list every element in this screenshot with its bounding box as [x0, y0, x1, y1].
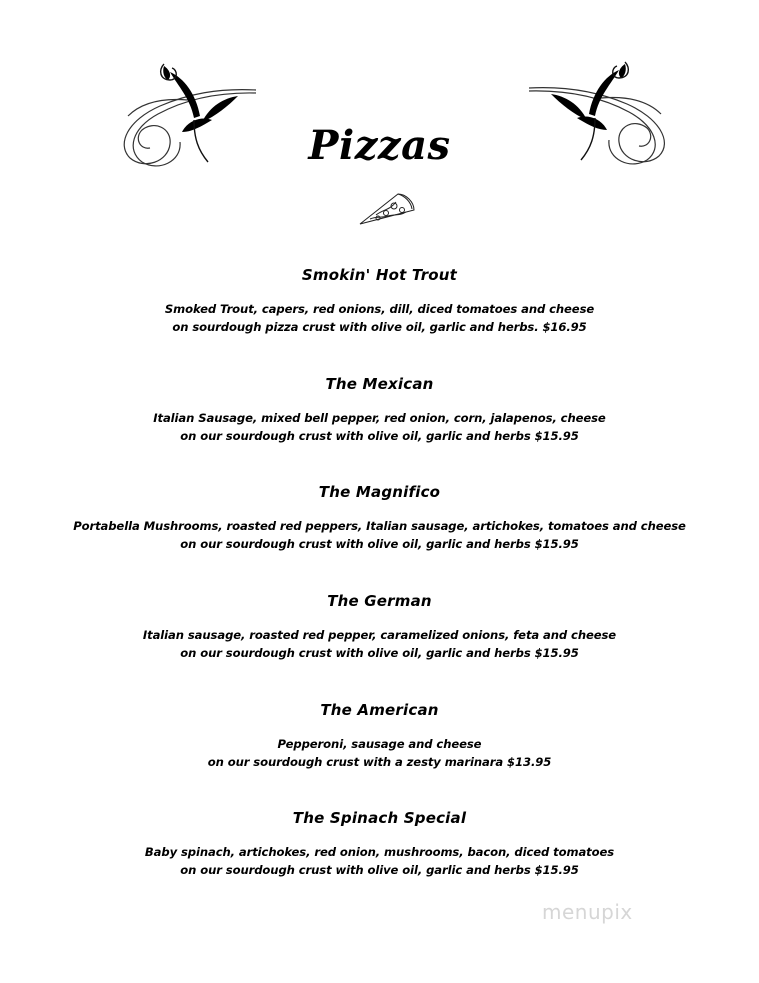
menu-item-description-line: Smoked Trout, capers, red onions, dill, diced tomatoes and cheese — [164, 302, 595, 316]
watermark: menupix — [542, 900, 633, 924]
pizza-slice-icon — [356, 188, 418, 228]
menu-item-description-line: Baby spinach, artichokes, red onion, mushrooms, bacon, diced tomatoes — [144, 845, 615, 859]
menu-item-description-line: on sourdough pizza crust with olive oil, garlic and herbs. $16.95 — [172, 320, 587, 334]
menu-item-name: The American — [320, 701, 439, 719]
menu-item-name: Smokin' Hot Trout — [301, 266, 458, 284]
menu-item-description-line: on our sourdough crust with a zesty marinara $13.95 — [207, 755, 552, 769]
menu-item-description-line: Italian sausage, roasted red pepper, caramelized onions, feta and cheese — [142, 628, 617, 642]
menu-item — [0, 591, 759, 662]
menu-item-name: The Magnifico — [318, 483, 441, 501]
menu-item — [0, 482, 759, 553]
menu-item-description — [0, 300, 759, 336]
menu-item-description-line: on our sourdough crust with olive oil, garlic and herbs $15.95 — [180, 863, 579, 877]
menu-item-description-line: on our sourdough crust with olive oil, garlic and herbs $15.95 — [180, 537, 579, 551]
menu-item-description-line: on our sourdough crust with olive oil, garlic and herbs $15.95 — [180, 646, 579, 660]
menu-item-name: The Mexican — [325, 375, 434, 393]
menu-title: Pizzas — [308, 122, 451, 169]
menu-item-name: The Spinach Special — [292, 809, 467, 827]
menu-item — [0, 700, 759, 771]
menu-item-description-line: Italian Sausage, mixed bell pepper, red onion, corn, jalapenos, cheese — [153, 411, 606, 425]
menu-item-description — [0, 626, 759, 662]
menu-item-description — [0, 517, 759, 553]
menu-item — [0, 808, 759, 879]
menu-item-description — [0, 843, 759, 879]
menu-item-description — [0, 735, 759, 771]
menu-item — [0, 265, 759, 336]
menu-item-description-line: Portabella Mushrooms, roasted red peppers, Italian sausage, artichokes, tomatoes and cheese — [73, 519, 686, 533]
menu-item-description — [0, 409, 759, 445]
menu-item — [0, 374, 759, 445]
menu-item-description-line: Pepperoni, sausage and cheese — [277, 737, 482, 751]
menu-item-name: The German — [327, 592, 432, 610]
menu-item-description-line: on our sourdough crust with olive oil, garlic and herbs $15.95 — [180, 429, 579, 443]
